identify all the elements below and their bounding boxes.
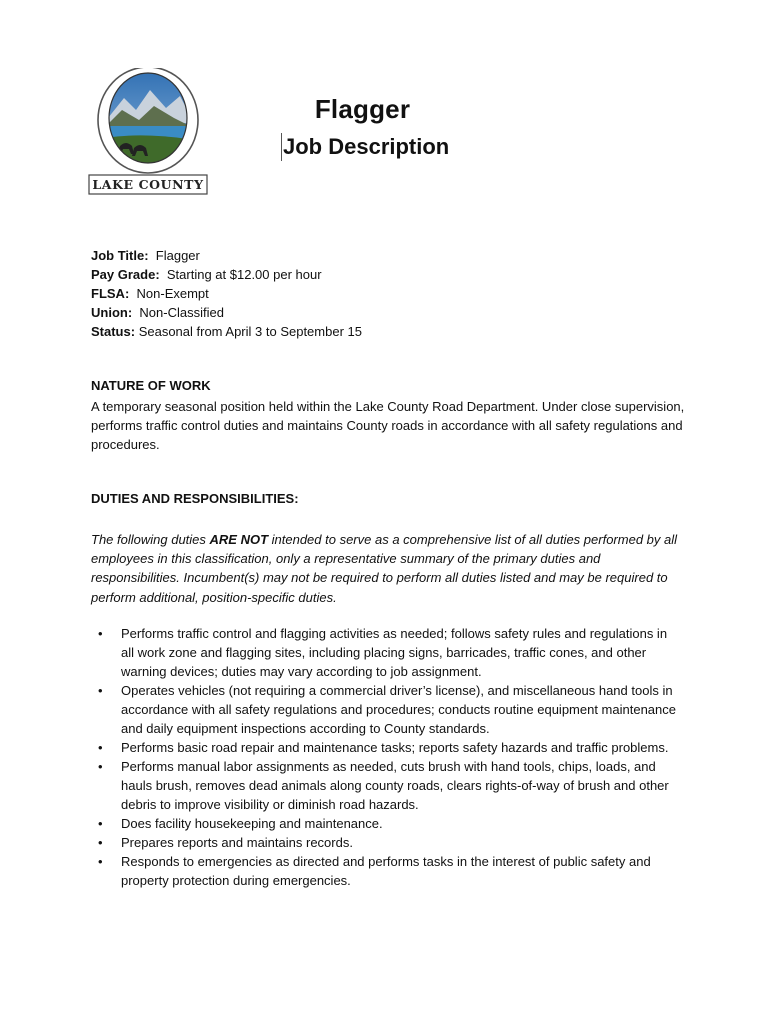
- lake-county-logo: [84, 68, 212, 198]
- intro-text: intended to serve as a comprehensive list of all duties performed by all employees in this classification, only a representative summary of the primary duties and responsibilities. Incumbent(s) may not be required to perform all duties listed and may be required to perform additional, position-specific duties.: [91, 532, 678, 605]
- list-item: [91, 833, 681, 852]
- meta-value: Non-Classified: [139, 305, 224, 320]
- meta-row-union: [91, 303, 362, 322]
- list-item: [91, 681, 681, 738]
- meta-label: Pay Grade:: [91, 267, 160, 282]
- duties-list: [91, 624, 681, 890]
- meta-label: Status:: [91, 324, 136, 339]
- page-subtitle: Job Description: [283, 134, 450, 159]
- list-item: [91, 852, 681, 890]
- bullet: •: [98, 816, 103, 831]
- list-item-text: Prepares reports and maintains records.: [121, 835, 353, 850]
- list-item-text: Performs traffic control and flagging activities as needed; follows safety rules and regulations in all work zone and flagging sites, including placing signs, barricades, traffic cones, and other warning devices; duties may vary according to job assignment.: [121, 626, 668, 679]
- list-item: [91, 814, 681, 833]
- nature-text: A temporary seasonal position held within the Lake County Road Department. Under close supervision, performs traffic control duties and maintains County roads in accordance with all safety regulations and procedures.: [91, 399, 685, 453]
- meta-row-flsa: [91, 284, 362, 303]
- list-item-text: Operates vehicles (not requiring a commercial driver’s license), and miscellaneous hand tools in accordance with all safety regulations and procedures; conducts routine equipment maintenance and daily equipment inspections according to County standards.: [121, 683, 677, 736]
- meta-row-status: [91, 322, 362, 341]
- list-item: [91, 624, 681, 681]
- meta-value: Flagger: [155, 248, 200, 263]
- nature-heading: NATURE OF WORK: [91, 378, 211, 393]
- list-item-text: Performs manual labor assignments as needed, cuts brush with hand tools, chips, loads, and hauls brush, removes dead animals along county roads, clears rights-of-way of brush and other debris to improve visibility or diminish road hazards.: [121, 759, 669, 812]
- bullet: •: [98, 626, 103, 641]
- meta-row-pay-grade: [91, 265, 362, 284]
- bullet: •: [98, 683, 103, 698]
- meta-value: Non-Exempt: [136, 286, 209, 301]
- list-item-text: Responds to emergencies as directed and performs tasks in the interest of public safety and property protection during emergencies.: [121, 854, 651, 888]
- meta-label: Job Title:: [91, 248, 149, 263]
- intro-emphasis: ARE NOT: [209, 532, 269, 547]
- meta-label: FLSA:: [91, 286, 130, 301]
- list-item-text: Performs basic road repair and maintenance tasks; reports safety hazards and traffic problems.: [121, 740, 669, 755]
- intro-text: The following duties: [91, 532, 210, 547]
- bullet: •: [98, 740, 103, 755]
- list-item: [91, 738, 681, 757]
- page-title: Flagger: [314, 94, 411, 124]
- meta-value: Seasonal from April 3 to September 15: [138, 324, 362, 339]
- list-item: [91, 757, 681, 814]
- bullet: •: [98, 759, 103, 774]
- job-meta: [91, 246, 362, 341]
- bullet: •: [98, 835, 103, 850]
- meta-value: Starting at $12.00 per hour: [166, 267, 322, 282]
- meta-row-job-title: [91, 246, 362, 265]
- list-item-text: Does facility housekeeping and maintenance.: [121, 816, 383, 831]
- duties-intro: [91, 530, 691, 607]
- duties-heading: DUTIES AND RESPONSIBILITIES:: [91, 491, 299, 506]
- meta-label: Union:: [91, 305, 133, 320]
- logo-text: LAKE COUNTY: [92, 177, 204, 192]
- bullet: •: [98, 854, 103, 869]
